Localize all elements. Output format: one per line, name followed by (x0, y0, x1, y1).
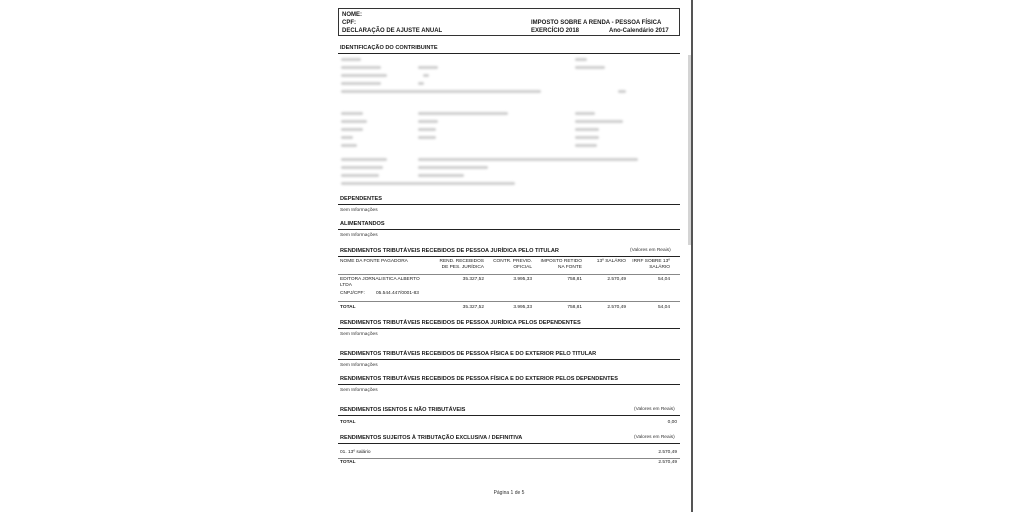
section-rule (338, 204, 680, 205)
row-decimo: 2.570,49 (607, 277, 626, 282)
document-header (338, 8, 680, 36)
values-note: (Valores em Reais) (630, 248, 671, 253)
isentos-total-label: TOTAL (340, 420, 356, 425)
rend-pf-dependentes-empty: Sem Informações (340, 388, 378, 393)
alimentandos-title: ALIMENTANDOS (340, 221, 385, 227)
rend-pf-dependentes-title: RENDIMENTOS TRIBUTÁVEIS RECEBIDOS DE PESSOA FÍSICA E DO EXTERIOR PELOS DEPENDENTES (340, 376, 618, 382)
rend-pf-titular-title: RENDIMENTOS TRIBUTÁVEIS RECEBIDOS DE PESSOA FÍSICA E DO EXTERIOR PELO TITULAR (340, 351, 597, 357)
exclusiva-total-label: TOTAL (340, 460, 356, 465)
rend-pj-dependentes-empty: Sem Informações (340, 332, 378, 337)
section-rule (338, 328, 680, 329)
table-rule (338, 301, 680, 302)
total-irrf: 54,04 (657, 305, 670, 310)
declaration-title: DECLARAÇÃO DE AJUSTE ANUAL (342, 28, 443, 34)
exclusiva-title: RENDIMENTOS SUJEITOS À TRIBUTAÇÃO EXCLUSIVA / DEFINITIVA (340, 435, 523, 441)
section-rule (338, 359, 680, 360)
rend-pj-titular-title: RENDIMENTOS TRIBUTÁVEIS RECEBIDOS DE PESSOA JURÍDICA PELO TITULAR (340, 248, 559, 254)
row-rend: 35.327,52 (462, 277, 484, 282)
tax-title: IMPOSTO SOBRE A RENDA - PESSOA FÍSICA (531, 20, 662, 26)
calendar-year: Ano-Calendário 2017 (609, 28, 669, 34)
total-imposto: 758,81 (567, 305, 582, 310)
total-label: TOTAL (340, 305, 356, 310)
col-fonte: NOME DA FONTE PAGADORA (340, 259, 408, 264)
section-rule (338, 53, 680, 54)
isentos-note: (Valores em Reais) (634, 407, 675, 412)
viewer-edge-divider (691, 0, 693, 512)
total-contr: 3.995,33 (513, 305, 532, 310)
section-rule (338, 415, 680, 416)
section-rule (338, 229, 680, 230)
row-irrf: 54,04 (657, 277, 670, 282)
table-rule (338, 458, 680, 459)
section-rule (338, 256, 680, 257)
dependentes-empty: Sem Informações (340, 208, 378, 213)
exercise-year: EXERCÍCIO 2018 (531, 28, 580, 34)
table-rule (338, 274, 680, 275)
alimentandos-empty: Sem Informações (340, 233, 378, 238)
row-contr: 3.995,33 (513, 277, 532, 282)
isentos-total: 0,00 (667, 420, 677, 425)
isentos-title: RENDIMENTOS ISENTOS E NÃO TRIBUTÁVEIS (340, 407, 466, 413)
dependentes-title: DEPENDENTES (340, 196, 382, 202)
col-contr: CONTR. PREVID. OFICIAL (493, 259, 532, 270)
section-rule (338, 443, 680, 444)
section-rule (338, 384, 680, 385)
cpf-label: CPF: (342, 20, 356, 26)
rend-pj-dependentes-title: RENDIMENTOS TRIBUTÁVEIS RECEBIDOS DE PESSOA JURÍDICA PELOS DEPENDENTES (340, 320, 581, 326)
row-cnpj-label: CNPJ/CPF: (340, 291, 365, 296)
document-page (338, 8, 680, 508)
exclusiva-total: 2.570,49 (658, 460, 677, 465)
exclusiva-note: (Valores em Reais) (634, 435, 675, 440)
page-number: Página 1 de 5 (493, 490, 525, 496)
exclusiva-item-value: 2.570,49 (658, 450, 677, 455)
col-decimo: 13º SALÁRIO (596, 259, 626, 264)
rend-pf-titular-empty: Sem Informações (340, 363, 378, 368)
exclusiva-item-label: 01. 13º salário (340, 450, 371, 455)
row-imposto: 758,81 (567, 277, 582, 282)
row-cnpj: 05.544.447/0001-83 (376, 291, 419, 296)
identificacao-title: IDENTIFICAÇÃO DO CONTRIBUINTE (340, 45, 438, 51)
col-imposto: IMPOSTO RETIDO NA FONTE (540, 259, 582, 270)
total-rend: 35.327,52 (462, 305, 484, 310)
nome-label: NOME: (342, 12, 362, 18)
row-fonte: EDITORA JORNALISTICA ALBERTO LTDA (340, 277, 420, 288)
total-decimo: 2.570,49 (607, 305, 626, 310)
col-rend: REND. RECEBIDOS DE PES. JURÍDICA (439, 259, 484, 270)
col-irrf: IRRF SOBRE 13º SALÁRIO (632, 259, 670, 270)
